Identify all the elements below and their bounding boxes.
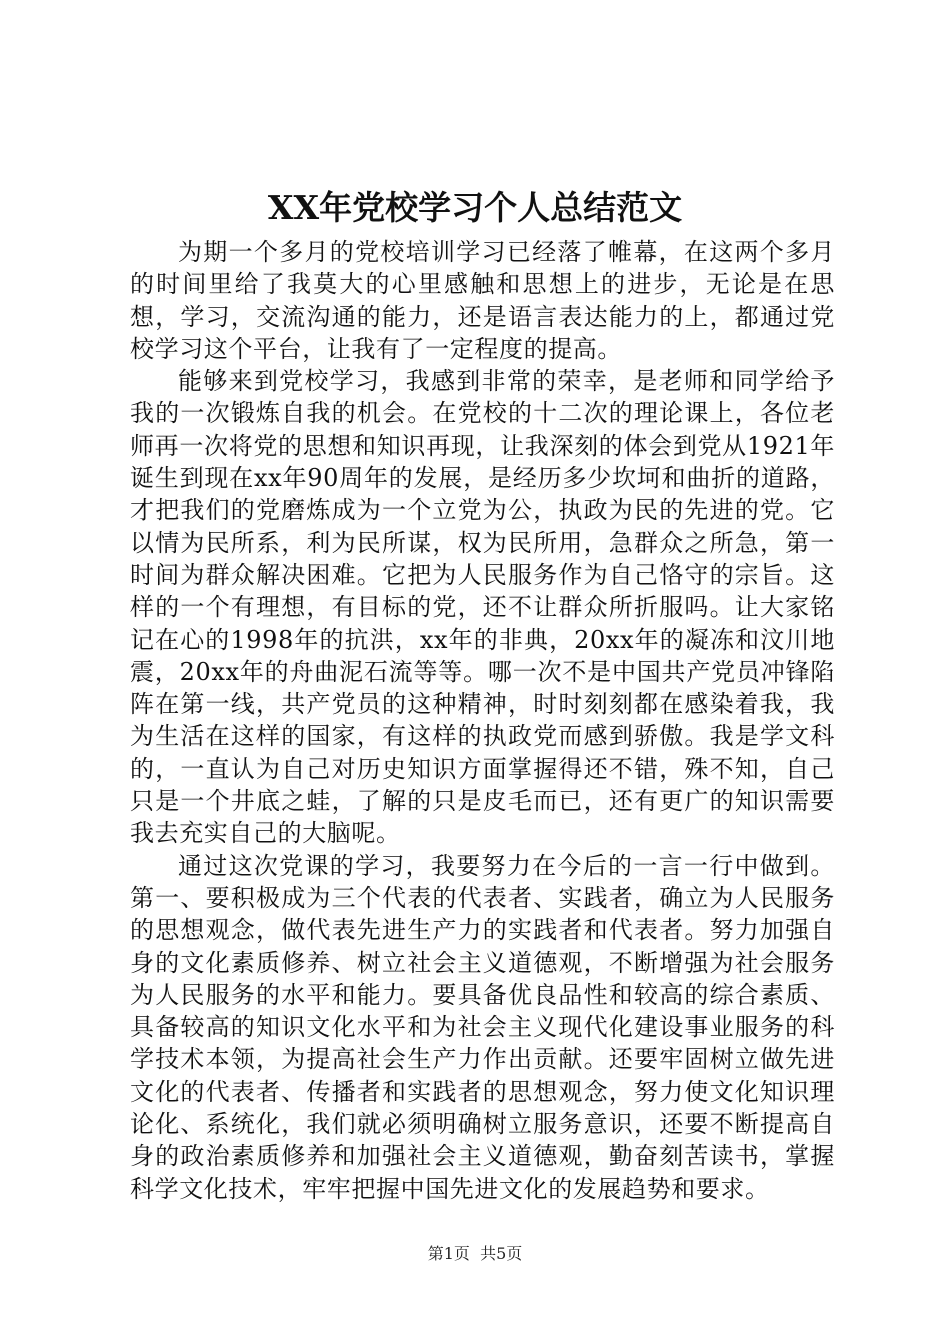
paragraph-1: 为期一个多月的党校培训学习已经落了帷幕，在这两个多月的时间里给了我莫大的心里感触和思想上的进步，无论是在思想，学习，交流沟通的能力，还是语言表达能力的上，都通过党校学习这个平台，让我有了一定程度的提高。 xyxy=(130,238,835,363)
document-title: XX年党校学习个人总结范文 xyxy=(267,188,683,227)
document-body xyxy=(130,236,835,1205)
paragraph-2: 能够来到党校学习，我感到非常的荣幸，是老师和同学给予我的一次锻炼自我的机会。在党校的十二次的理论课上，各位老师再一次将党的思想和知识再现，让我深刻的体会到党从1921年诞生到现在xx年90周年的发展，是经历多少坎坷和曲折的道路，才把我们的党磨炼成为一个立党为公，执政为民的先进的党。它以情为民所系，利为民所谋，权为民所用，急群众之所急，第一时间为群众解决困难。它把为人民服务作为自己恪守的宗旨。这样的一个有理想，有目标的党，还不让群众所折服吗。让大家铭记在心的1998年的抗洪，xx年的非典，20xx年的凝冻和汶川地震，20xx年的舟曲泥石流等等。哪一次不是中国共产党员冲锋陷阵在第一线，共产党员的这种精神，时时刻刻都在感染着我，我为生活在这样的国家，有这样的执政党而感到骄傲。我是学文科的，一直认为自己对历史知识方面掌握得还不错，殊不知，自己只是一个井底之蛙，了解的只是皮毛而已，还有更广的知识需要我去充实自己的大脑呢。 xyxy=(130,367,835,848)
page-footer: 第1页 共5页 xyxy=(427,1244,523,1263)
paragraph-3: 通过这次党课的学习，我要努力在今后的一言一行中做到。第一、要积极成为三个代表的代表者、实践者，确立为人民服务的思想观念，做代表先进生产力的实践者和代表者。努力加强自身的文化素质修养、树立社会主义道德观，不断增强为社会服务为人民服务的水平和能力。要具备优良品性和较高的综合素质、具备较高的知识文化水平和为社会主义现代化建设事业服务的科学技术本领，为提高社会生产力作出贡献。还要牢固树立做先进文化的代表者、传播者和实践者的思想观念，努力使文化知识理论化、系统化，我们就必须明确树立服务意识，还要不断提高自身的政治素质修养和加强社会主义道德观，勤奋刻苦读书，掌握科学文化技术，牢牢把握中国先进文化的发展趋势和要求。 xyxy=(130,851,835,1203)
